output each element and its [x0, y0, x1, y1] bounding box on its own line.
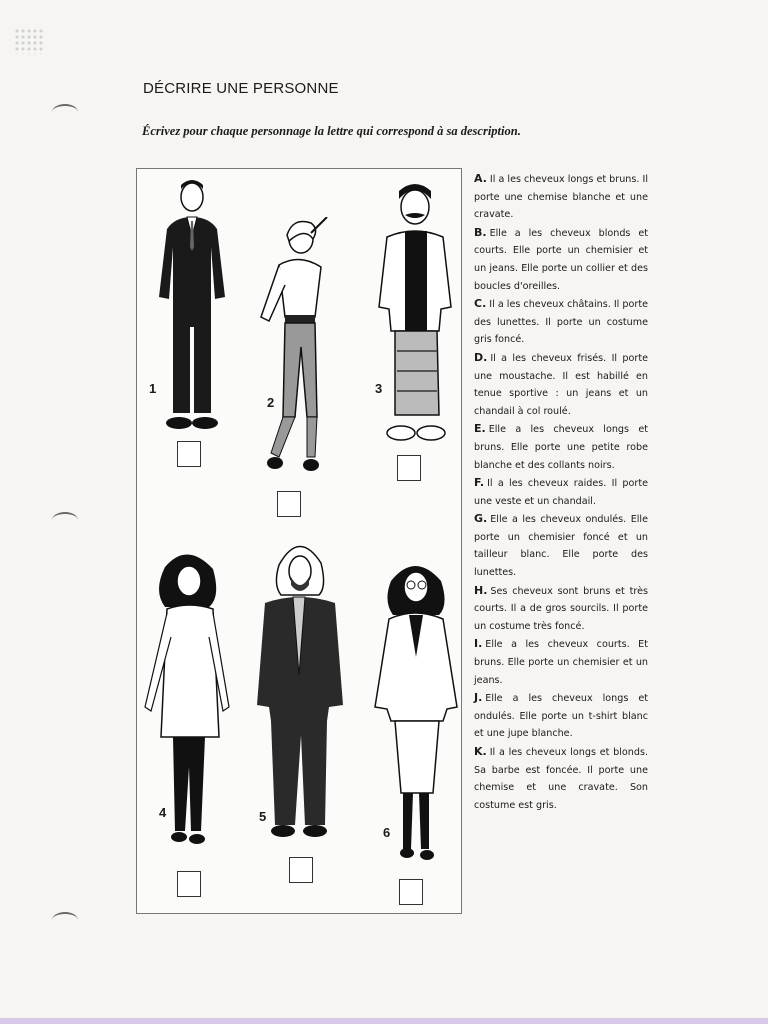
- description-letter: K.: [474, 745, 487, 758]
- figure-1-illustration: [145, 177, 235, 437]
- figure-5-illustration: [249, 535, 349, 845]
- description-i: [474, 635, 648, 689]
- description-d: [474, 349, 648, 420]
- description-text: Il a les cheveux frisés. Il porte une moustache. Il est habillé en tenue sportive : un jeans et un chandail à col roulé.: [474, 352, 648, 417]
- description-j: [474, 689, 648, 743]
- figure-6-illustration: [369, 557, 461, 867]
- description-text: Elle a les cheveux courts. Et bruns. Elle porte un chemisier et un jeans.: [474, 639, 648, 686]
- description-letter: G.: [474, 512, 488, 526]
- description-f: [474, 474, 648, 510]
- page-title: DÉCRIRE UNE PERSONNE: [143, 80, 339, 97]
- punch-hole-top: [52, 104, 78, 120]
- description-letter: H.: [474, 583, 488, 597]
- figure-5-number: 5: [259, 809, 267, 824]
- figure-6-answer-box[interactable]: [399, 879, 423, 905]
- description-letter: E.: [474, 422, 486, 436]
- figure-2-answer-box[interactable]: [277, 491, 301, 517]
- description-letter: A.: [474, 172, 487, 185]
- descriptions-list: [474, 170, 648, 814]
- description-letter: I.: [474, 637, 483, 651]
- description-text: Il a les cheveux raides. Il porte une veste et un chandail.: [474, 478, 648, 507]
- description-letter: J.: [474, 691, 483, 705]
- figure-4-number: 4: [159, 805, 167, 820]
- figure-5-answer-box[interactable]: [289, 857, 313, 883]
- description-text: Ses cheveux sont bruns et très courts. Il a de gros sourcils. Il porte un costume très foncé.: [474, 585, 648, 632]
- punch-hole-middle: [52, 512, 78, 528]
- punch-hole-bottom: [52, 912, 78, 928]
- description-h: [474, 582, 648, 636]
- instructions: Écrivez pour chaque personnage la lettre qui correspond à sa description.: [142, 124, 521, 138]
- description-k: [474, 743, 648, 814]
- description-text: Elle a les cheveux blonds et courts. Elle porte un chemisier et un jeans. Elle porte un collier et des boucles d'oreilles.: [474, 227, 648, 292]
- description-letter: C.: [474, 297, 487, 311]
- description-g: [474, 510, 648, 581]
- description-a: [474, 170, 648, 224]
- description-text: Elle a les cheveux longs et bruns. Elle porte une petite robe blanche et des collants noirs.: [474, 424, 648, 471]
- description-letter: D.: [474, 350, 488, 364]
- figure-4-answer-box[interactable]: [177, 871, 201, 897]
- description-letter: F.: [474, 476, 485, 490]
- figure-4-illustration: [139, 547, 235, 847]
- description-letter: B.: [474, 225, 487, 239]
- figure-6-number: 6: [383, 825, 391, 840]
- figure-2-number: 2: [267, 395, 275, 410]
- figure-1-number: 1: [149, 381, 157, 396]
- description-text: Elle a les cheveux ondulés. Elle porte un chemisier foncé et un tailleur blanc. Elle porte des lunettes.: [474, 514, 648, 579]
- description-c: [474, 295, 648, 349]
- figure-2-illustration: [249, 217, 349, 487]
- figures-panel: [136, 168, 462, 914]
- description-text: Il a les cheveux châtains. Il porte des lunettes. Il porte un costume gris foncé.: [474, 299, 648, 346]
- description-text: Il a les cheveux longs et bruns. Il porte une chemise blanche et une cravate.: [474, 174, 648, 221]
- description-e: [474, 420, 648, 474]
- figure-3-answer-box[interactable]: [397, 455, 421, 481]
- figure-1-answer-box[interactable]: [177, 441, 201, 467]
- description-b: [474, 224, 648, 295]
- description-text: Il a les cheveux longs et blonds. Sa barbe est foncée. Il porte une chemise et une cravate. Son costume est gris.: [474, 747, 648, 811]
- scan-smudge: [14, 28, 44, 54]
- page-edge: [0, 1018, 768, 1024]
- description-text: Elle a les cheveux longs et ondulés. Elle porte un t-shirt blanc et une jupe blanche.: [474, 693, 648, 740]
- figure-3-illustration: [367, 181, 457, 451]
- figure-3-number: 3: [375, 381, 383, 396]
